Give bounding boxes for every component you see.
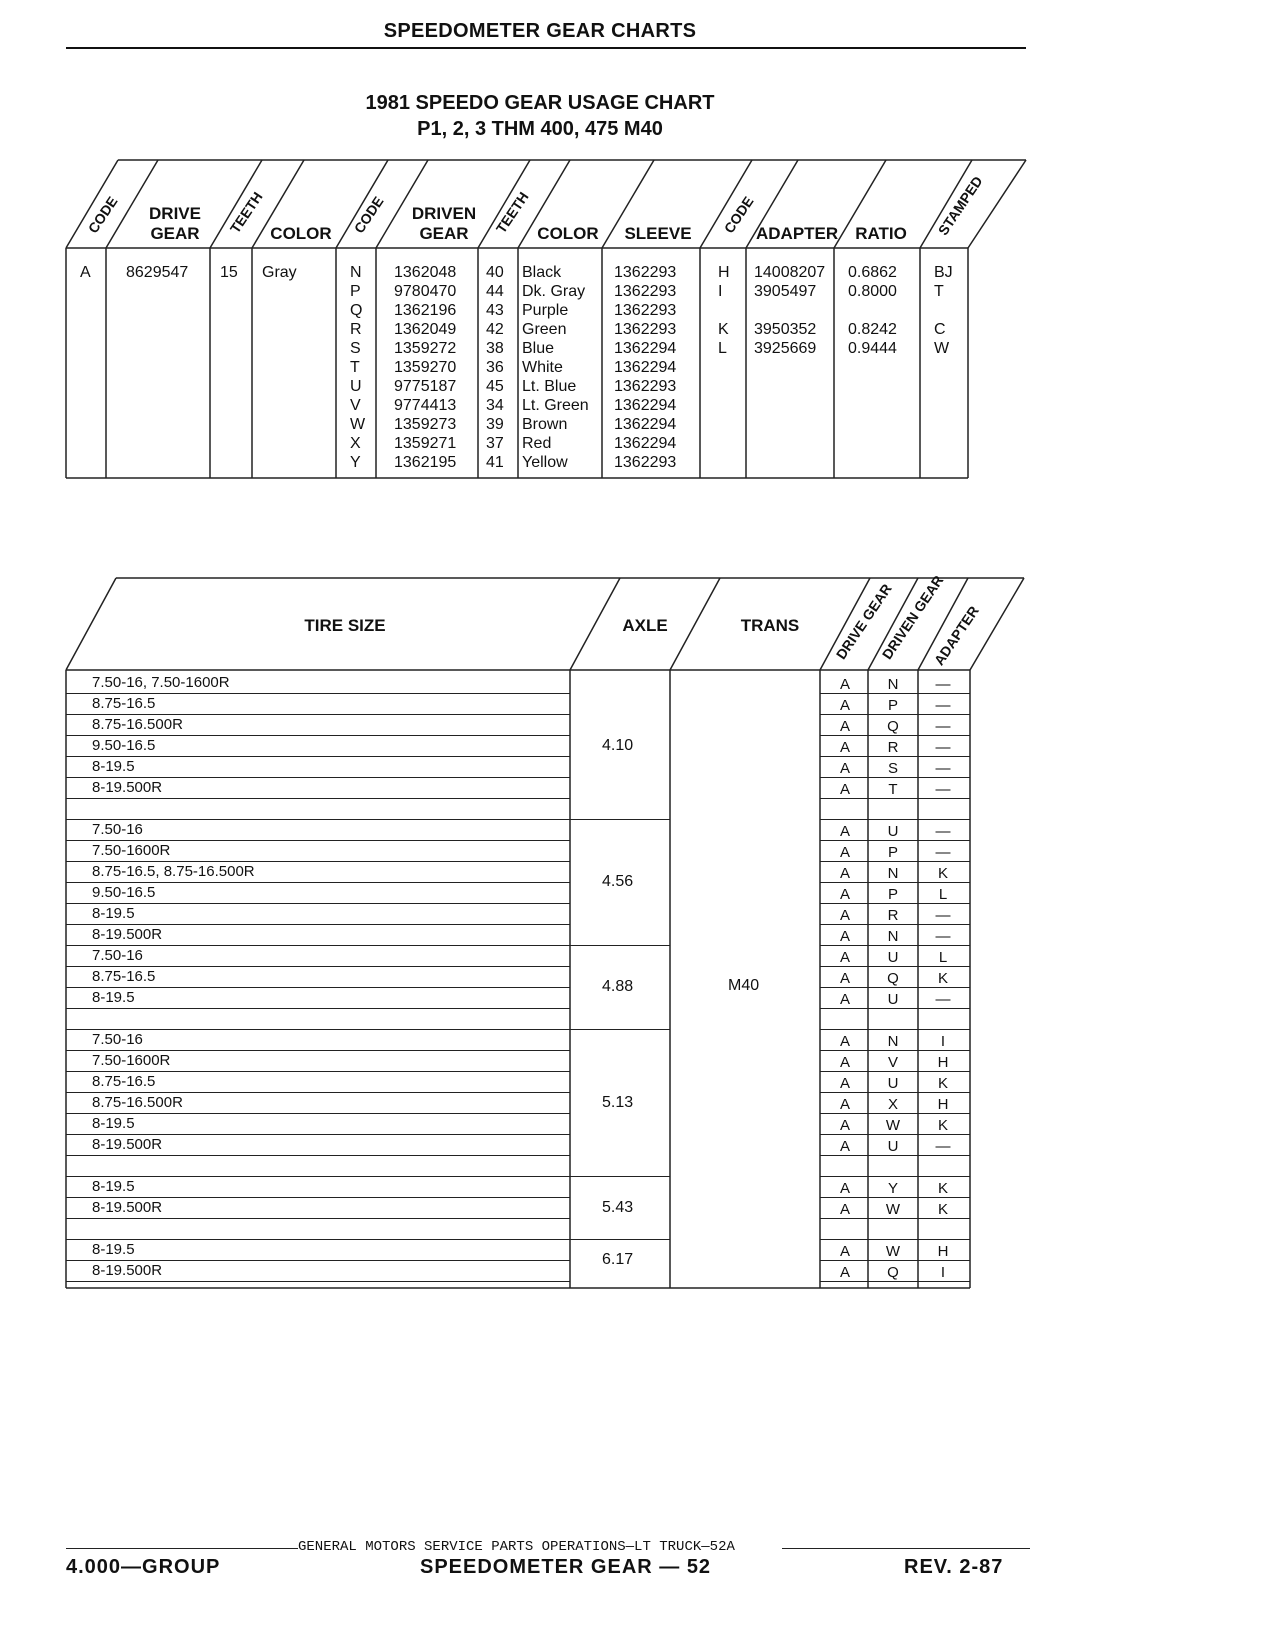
driven-teeth: 39 bbox=[486, 416, 504, 433]
row-rule bbox=[820, 861, 970, 862]
header-drive-gear: DRIVE GEAR bbox=[832, 580, 895, 662]
adapter-cell: K bbox=[937, 1117, 948, 1134]
driven-color: Lt. Green bbox=[522, 397, 589, 414]
header-trans: TRANS bbox=[740, 616, 800, 635]
driven-color: Brown bbox=[522, 416, 568, 433]
driven-gear-cell: R bbox=[887, 739, 899, 756]
row-rule bbox=[820, 1176, 970, 1177]
row-rule bbox=[66, 966, 570, 967]
adapter-cell: K bbox=[937, 1201, 948, 1218]
drive-gear-cell: A bbox=[839, 781, 850, 798]
footer-section: SPEEDOMETER GEAR — 52 bbox=[420, 1556, 712, 1578]
driven-gear-cell: N bbox=[887, 1033, 899, 1050]
driven-gear-number: 1362196 bbox=[394, 302, 457, 319]
drive-gear-cell: A bbox=[839, 676, 850, 693]
adapter-cell: K bbox=[937, 970, 948, 987]
adapter-cell: K bbox=[937, 1180, 948, 1197]
driven-teeth: 44 bbox=[486, 283, 504, 300]
row-rule bbox=[820, 1029, 970, 1030]
row-rule bbox=[66, 1029, 570, 1030]
row-rule bbox=[66, 882, 570, 883]
row-rule bbox=[66, 924, 570, 925]
chart1-title: 1981 SPEEDO GEAR USAGE CHART bbox=[365, 92, 715, 114]
header-code-3: CODE bbox=[720, 193, 757, 236]
drive-gear-cell: A bbox=[839, 865, 850, 882]
adapter-ratio: 0.8242 bbox=[848, 321, 897, 338]
row-rule bbox=[820, 1197, 970, 1198]
row-rule bbox=[66, 1197, 570, 1198]
footer-revision: REV. 2-87 bbox=[904, 1556, 1004, 1578]
header-stamped: STAMPED bbox=[934, 173, 986, 238]
adapter-cell: H bbox=[937, 1243, 949, 1260]
driven-sleeve: 1362293 bbox=[614, 264, 677, 281]
row-rule bbox=[66, 1239, 570, 1240]
row-rule bbox=[820, 1092, 970, 1093]
axle-ratio: 4.10 bbox=[602, 736, 634, 754]
drive-gear-number: 8629547 bbox=[126, 264, 189, 281]
adapter-ratio: 0.6862 bbox=[848, 264, 897, 281]
driven-code: W bbox=[350, 416, 366, 433]
footer-rule-right bbox=[782, 1548, 1030, 1549]
driven-gear-cell: Y bbox=[887, 1180, 898, 1197]
header-driven-gear: DRIVEN GEAR bbox=[878, 572, 947, 662]
header-axle: AXLE bbox=[622, 616, 668, 635]
driven-sleeve: 1362294 bbox=[614, 397, 677, 414]
adapter-stamped: W bbox=[934, 340, 950, 357]
row-rule bbox=[820, 1281, 970, 1282]
axle-ratio: 4.56 bbox=[602, 873, 634, 890]
row-rule bbox=[66, 735, 570, 736]
tire-size-cell: 7.50-16 bbox=[92, 947, 143, 964]
row-rule bbox=[66, 819, 570, 820]
tire-size-cell: 7.50-1600R bbox=[92, 1052, 171, 1069]
drive-gear-cell: A bbox=[839, 1054, 850, 1071]
drive-gear-cell: A bbox=[839, 928, 850, 945]
driven-color: Purple bbox=[522, 302, 569, 319]
adapter-cell: L bbox=[938, 886, 948, 903]
driven-teeth: 41 bbox=[486, 454, 504, 471]
driven-gear-cell: W bbox=[885, 1201, 901, 1218]
header-driven-gear-2: GEAR bbox=[419, 224, 469, 243]
row-rule bbox=[820, 1155, 970, 1156]
row-rule bbox=[820, 903, 970, 904]
drive-gear-cell: A bbox=[839, 697, 850, 714]
driven-gear-cell: N bbox=[887, 676, 899, 693]
driven-color: Yellow bbox=[522, 454, 568, 471]
drive-gear-cell: A bbox=[839, 991, 850, 1008]
tire-size-cell: 7.50-16 bbox=[92, 1031, 143, 1048]
driven-teeth: 42 bbox=[486, 321, 504, 338]
header-teeth-2: TEETH bbox=[492, 189, 532, 236]
driven-sleeve: 1362294 bbox=[614, 435, 677, 452]
adapter-cell: I bbox=[940, 1033, 946, 1050]
driven-sleeve: 1362293 bbox=[614, 321, 677, 338]
adapter-cell: — bbox=[935, 718, 951, 735]
driven-teeth: 38 bbox=[486, 340, 504, 357]
row-rule bbox=[820, 1134, 970, 1135]
driven-color: Blue bbox=[522, 340, 555, 357]
driven-color: Green bbox=[522, 321, 567, 338]
driven-sleeve: 1362293 bbox=[614, 454, 677, 471]
adapter-cell: — bbox=[935, 697, 951, 714]
driven-gear-cell: U bbox=[887, 991, 899, 1008]
tire-size-cell: 8-19.5 bbox=[92, 1178, 135, 1195]
tire-size-cell: 8-19.500R bbox=[92, 1199, 163, 1216]
driven-color: Red bbox=[522, 435, 552, 452]
header-teeth-1: TEETH bbox=[226, 189, 266, 236]
axle-ratio: 5.13 bbox=[602, 1093, 634, 1111]
driven-gear-cell: Q bbox=[887, 718, 899, 735]
drive-gear-cell: A bbox=[839, 1243, 850, 1260]
tire-size-cell: 8.75-16.500R bbox=[92, 716, 183, 733]
row-rule bbox=[66, 1134, 570, 1135]
header-adapter-2: ADAPTER bbox=[930, 602, 982, 668]
header-color-1: COLOR bbox=[270, 224, 332, 243]
adapter-cell: — bbox=[935, 823, 951, 840]
axle-ratio: 5.43 bbox=[602, 1198, 634, 1216]
drive-teeth: 15 bbox=[220, 264, 238, 281]
adapter-cell: H bbox=[937, 1096, 949, 1113]
drive-gear-cell: A bbox=[839, 949, 850, 966]
tire-size-cell: 8.75-16.5, 8.75-16.500R bbox=[92, 863, 255, 880]
drive-gear-cell: A bbox=[839, 886, 850, 903]
footer-rule-left bbox=[66, 1548, 298, 1549]
tire-size-cell: 7.50-16 bbox=[92, 821, 143, 838]
adapter-cell: L bbox=[938, 949, 948, 966]
row-rule bbox=[66, 861, 570, 862]
drive-code: A bbox=[80, 264, 91, 281]
row-rule bbox=[66, 903, 570, 904]
tire-size-cell: 8-19.5 bbox=[92, 1241, 135, 1258]
tire-size-cell: 8-19.5 bbox=[92, 905, 135, 922]
drive-color: Gray bbox=[262, 264, 297, 281]
driven-gear-cell: N bbox=[887, 928, 899, 945]
adapter-cell: H bbox=[937, 1054, 949, 1071]
row-rule bbox=[66, 1176, 570, 1177]
drive-gear-cell: A bbox=[839, 1117, 850, 1134]
driven-gear-number: 1359272 bbox=[394, 340, 457, 357]
tire-size-cell: 8-19.5 bbox=[92, 758, 135, 775]
adapter-ratio: 0.9444 bbox=[848, 340, 897, 357]
row-rule bbox=[820, 756, 970, 757]
adapter-stamped: C bbox=[934, 321, 946, 338]
row-rule bbox=[66, 1050, 570, 1051]
row-rule bbox=[66, 1113, 570, 1114]
adapter-cell: — bbox=[935, 781, 951, 798]
driven-teeth: 37 bbox=[486, 435, 504, 452]
row-rule bbox=[66, 1008, 570, 1009]
drive-gear-cell: A bbox=[839, 907, 850, 924]
tire-size-cell: 7.50-16, 7.50-1600R bbox=[92, 674, 230, 691]
tire-size-cell: 8-19.500R bbox=[92, 779, 163, 796]
row-rule bbox=[66, 840, 570, 841]
driven-teeth: 43 bbox=[486, 302, 504, 319]
header-code-2: CODE bbox=[350, 193, 387, 236]
drive-gear-cell: A bbox=[839, 1264, 850, 1281]
row-rule bbox=[820, 798, 970, 799]
row-rule bbox=[820, 693, 970, 694]
driven-gear-number: 9774413 bbox=[394, 397, 457, 414]
row-rule bbox=[820, 714, 970, 715]
tire-size-cell: 8.75-16.500R bbox=[92, 1094, 183, 1111]
driven-gear-cell: T bbox=[888, 781, 898, 798]
driven-sleeve: 1362293 bbox=[614, 302, 677, 319]
tire-size-cell: 8-19.5 bbox=[92, 989, 135, 1006]
adapter-cell: — bbox=[935, 739, 951, 756]
driven-teeth: 40 bbox=[486, 264, 504, 281]
row-rule bbox=[820, 1239, 970, 1240]
axle-group-rule bbox=[570, 945, 670, 946]
driven-teeth: 34 bbox=[486, 397, 504, 414]
drive-gear-cell: A bbox=[839, 844, 850, 861]
row-rule bbox=[66, 945, 570, 946]
driven-code: Y bbox=[350, 454, 361, 471]
adapter-cell: — bbox=[935, 928, 951, 945]
driven-code: S bbox=[350, 340, 361, 357]
driven-gear-number: 9780470 bbox=[394, 283, 457, 300]
axle-group-rule bbox=[570, 1239, 670, 1240]
row-rule bbox=[820, 987, 970, 988]
driven-color: Lt. Blue bbox=[522, 378, 577, 395]
row-rule bbox=[820, 945, 970, 946]
adapter-cell: — bbox=[935, 676, 951, 693]
driven-color: Black bbox=[522, 264, 562, 281]
tire-size-cell: 8-19.500R bbox=[92, 926, 163, 943]
driven-color: White bbox=[522, 359, 563, 376]
driven-gear-number: 1359270 bbox=[394, 359, 457, 376]
driven-gear-number: 1359271 bbox=[394, 435, 457, 452]
tire-size-cell: 8.75-16.5 bbox=[92, 968, 156, 985]
row-rule bbox=[66, 1155, 570, 1156]
adapter-code: H bbox=[718, 264, 730, 281]
adapter-cell: I bbox=[940, 1264, 946, 1281]
driven-code: T bbox=[350, 359, 360, 376]
driven-code: P bbox=[350, 283, 361, 300]
header-sleeve: SLEEVE bbox=[624, 224, 692, 243]
row-rule bbox=[820, 1218, 970, 1219]
adapter-cell: — bbox=[935, 760, 951, 777]
row-rule bbox=[820, 735, 970, 736]
row-rule bbox=[66, 1218, 570, 1219]
adapter-number: 3905497 bbox=[754, 283, 817, 300]
row-rule bbox=[66, 777, 570, 778]
row-rule bbox=[66, 1260, 570, 1261]
header-driven-gear-1: DRIVEN bbox=[411, 204, 477, 223]
driven-sleeve: 1362293 bbox=[614, 283, 677, 300]
row-rule bbox=[820, 1260, 970, 1261]
row-rule bbox=[820, 1071, 970, 1072]
driven-gear-cell: W bbox=[885, 1243, 901, 1260]
header-code-1: CODE bbox=[84, 193, 121, 236]
driven-gear-cell: U bbox=[887, 823, 899, 840]
adapter-cell: K bbox=[937, 1075, 948, 1092]
axle-ratio: 6.17 bbox=[602, 1251, 634, 1268]
row-rule bbox=[66, 1071, 570, 1072]
adapter-code: I bbox=[718, 283, 723, 300]
row-rule bbox=[820, 1008, 970, 1009]
driven-gear-cell: U bbox=[887, 949, 899, 966]
header-tire-size: TIRE SIZE bbox=[304, 616, 386, 635]
adapter-cell: — bbox=[935, 844, 951, 861]
header-adapter: ADAPTER bbox=[756, 224, 839, 243]
driven-gear-cell: U bbox=[887, 1138, 899, 1155]
drive-gear-cell: A bbox=[839, 1033, 850, 1050]
driven-gear-cell: Q bbox=[887, 970, 899, 987]
page-header-title: SPEEDOMETER GEAR CHARTS bbox=[383, 20, 697, 42]
driven-code: N bbox=[350, 264, 362, 281]
tire-size-cell: 9.50-16.5 bbox=[92, 737, 156, 754]
driven-code: R bbox=[350, 321, 362, 338]
driven-sleeve: 1362293 bbox=[614, 378, 677, 395]
driven-gear-cell: V bbox=[887, 1054, 898, 1071]
driven-gear-cell: X bbox=[887, 1096, 898, 1113]
adapter-cell: — bbox=[935, 991, 951, 1008]
driven-code: U bbox=[350, 378, 362, 395]
drive-gear-cell: A bbox=[839, 739, 850, 756]
drive-gear-cell: A bbox=[839, 1075, 850, 1092]
driven-gear-cell: N bbox=[887, 865, 899, 882]
tire-size-cell: 8.75-16.5 bbox=[92, 695, 156, 712]
adapter-cell: — bbox=[935, 907, 951, 924]
adapter-stamped: BJ bbox=[934, 264, 953, 281]
header-ratio: RATIO bbox=[855, 224, 907, 243]
drive-gear-cell: A bbox=[839, 1180, 850, 1197]
tire-size-cell: 9.50-16.5 bbox=[92, 884, 156, 901]
driven-code: Q bbox=[350, 302, 363, 319]
adapter-code: K bbox=[718, 321, 729, 338]
tire-size-cell: 8-19.500R bbox=[92, 1262, 163, 1279]
footer-small-text: GENERAL MOTORS SERVICE PARTS OPERATIONS—LT TRUCK—52A bbox=[298, 1539, 735, 1555]
row-rule bbox=[66, 756, 570, 757]
tire-size-cell: 8.75-16.5 bbox=[92, 1073, 156, 1090]
tire-size-cell: 8-19.5 bbox=[92, 1115, 135, 1132]
driven-gear-cell: P bbox=[887, 886, 898, 903]
adapter-ratio: 0.8000 bbox=[848, 283, 897, 300]
row-rule bbox=[66, 714, 570, 715]
driven-gear-cell: W bbox=[885, 1117, 901, 1134]
driven-gear-cell: U bbox=[887, 1075, 899, 1092]
driven-gear-number: 1359273 bbox=[394, 416, 457, 433]
driven-code: V bbox=[350, 397, 361, 414]
adapter-stamped: T bbox=[934, 283, 944, 300]
row-rule bbox=[820, 777, 970, 778]
footer-group: 4.000—GROUP bbox=[66, 1556, 221, 1578]
adapter-number: 14008207 bbox=[754, 264, 826, 281]
drive-gear-cell: A bbox=[839, 1201, 850, 1218]
header-color-2: COLOR bbox=[537, 224, 599, 243]
row-rule bbox=[66, 1281, 570, 1282]
driven-gear-cell: S bbox=[887, 760, 898, 777]
driven-gear-number: 1362048 bbox=[394, 264, 457, 281]
drive-gear-cell: A bbox=[839, 1096, 850, 1113]
tire-size-cell: 8-19.500R bbox=[92, 1136, 163, 1153]
driven-gear-number: 9775187 bbox=[394, 378, 457, 395]
drive-gear-cell: A bbox=[839, 970, 850, 987]
row-rule bbox=[820, 1050, 970, 1051]
drive-gear-cell: A bbox=[839, 1138, 850, 1155]
adapter-number: 3925669 bbox=[754, 340, 817, 357]
row-rule bbox=[820, 819, 970, 820]
driven-sleeve: 1362294 bbox=[614, 359, 677, 376]
axle-ratio: 4.88 bbox=[602, 978, 634, 995]
adapter-number: 3950352 bbox=[754, 321, 817, 338]
driven-color: Dk. Gray bbox=[522, 283, 586, 300]
chart1-subtitle: P1, 2, 3 THM 400, 475 M40 bbox=[417, 118, 663, 140]
drive-gear-cell: A bbox=[839, 718, 850, 735]
row-rule bbox=[820, 882, 970, 883]
driven-code: X bbox=[350, 435, 361, 452]
axle-group-rule bbox=[570, 1029, 670, 1030]
header-drive-gear-1: DRIVE bbox=[149, 204, 201, 223]
row-rule bbox=[820, 840, 970, 841]
driven-gear-cell: Q bbox=[887, 1264, 899, 1281]
axle-group-rule bbox=[570, 819, 670, 820]
driven-sleeve: 1362294 bbox=[614, 416, 677, 433]
row-rule bbox=[66, 693, 570, 694]
driven-sleeve: 1362294 bbox=[614, 340, 677, 357]
row-rule bbox=[66, 1092, 570, 1093]
axle-group-rule bbox=[570, 1176, 670, 1177]
row-rule bbox=[820, 1113, 970, 1114]
row-rule bbox=[820, 924, 970, 925]
tire-size-cell: 7.50-1600R bbox=[92, 842, 171, 859]
driven-gear-cell: P bbox=[887, 697, 898, 714]
driven-gear-cell: R bbox=[887, 907, 899, 924]
drive-gear-cell: A bbox=[839, 823, 850, 840]
driven-teeth: 36 bbox=[486, 359, 504, 376]
adapter-code: L bbox=[718, 340, 727, 357]
chart2-frame bbox=[0, 560, 1280, 1300]
row-rule bbox=[66, 987, 570, 988]
drive-gear-cell: A bbox=[839, 760, 850, 777]
row-rule bbox=[66, 798, 570, 799]
adapter-cell: K bbox=[937, 865, 948, 882]
adapter-cell: — bbox=[935, 1138, 951, 1155]
driven-gear-cell: P bbox=[887, 844, 898, 861]
driven-gear-number: 1362195 bbox=[394, 454, 457, 471]
trans-value: M40 bbox=[728, 977, 760, 994]
driven-gear-number: 1362049 bbox=[394, 321, 457, 338]
driven-teeth: 45 bbox=[486, 378, 504, 395]
header-drive-gear-2: GEAR bbox=[150, 224, 200, 243]
row-rule bbox=[820, 966, 970, 967]
